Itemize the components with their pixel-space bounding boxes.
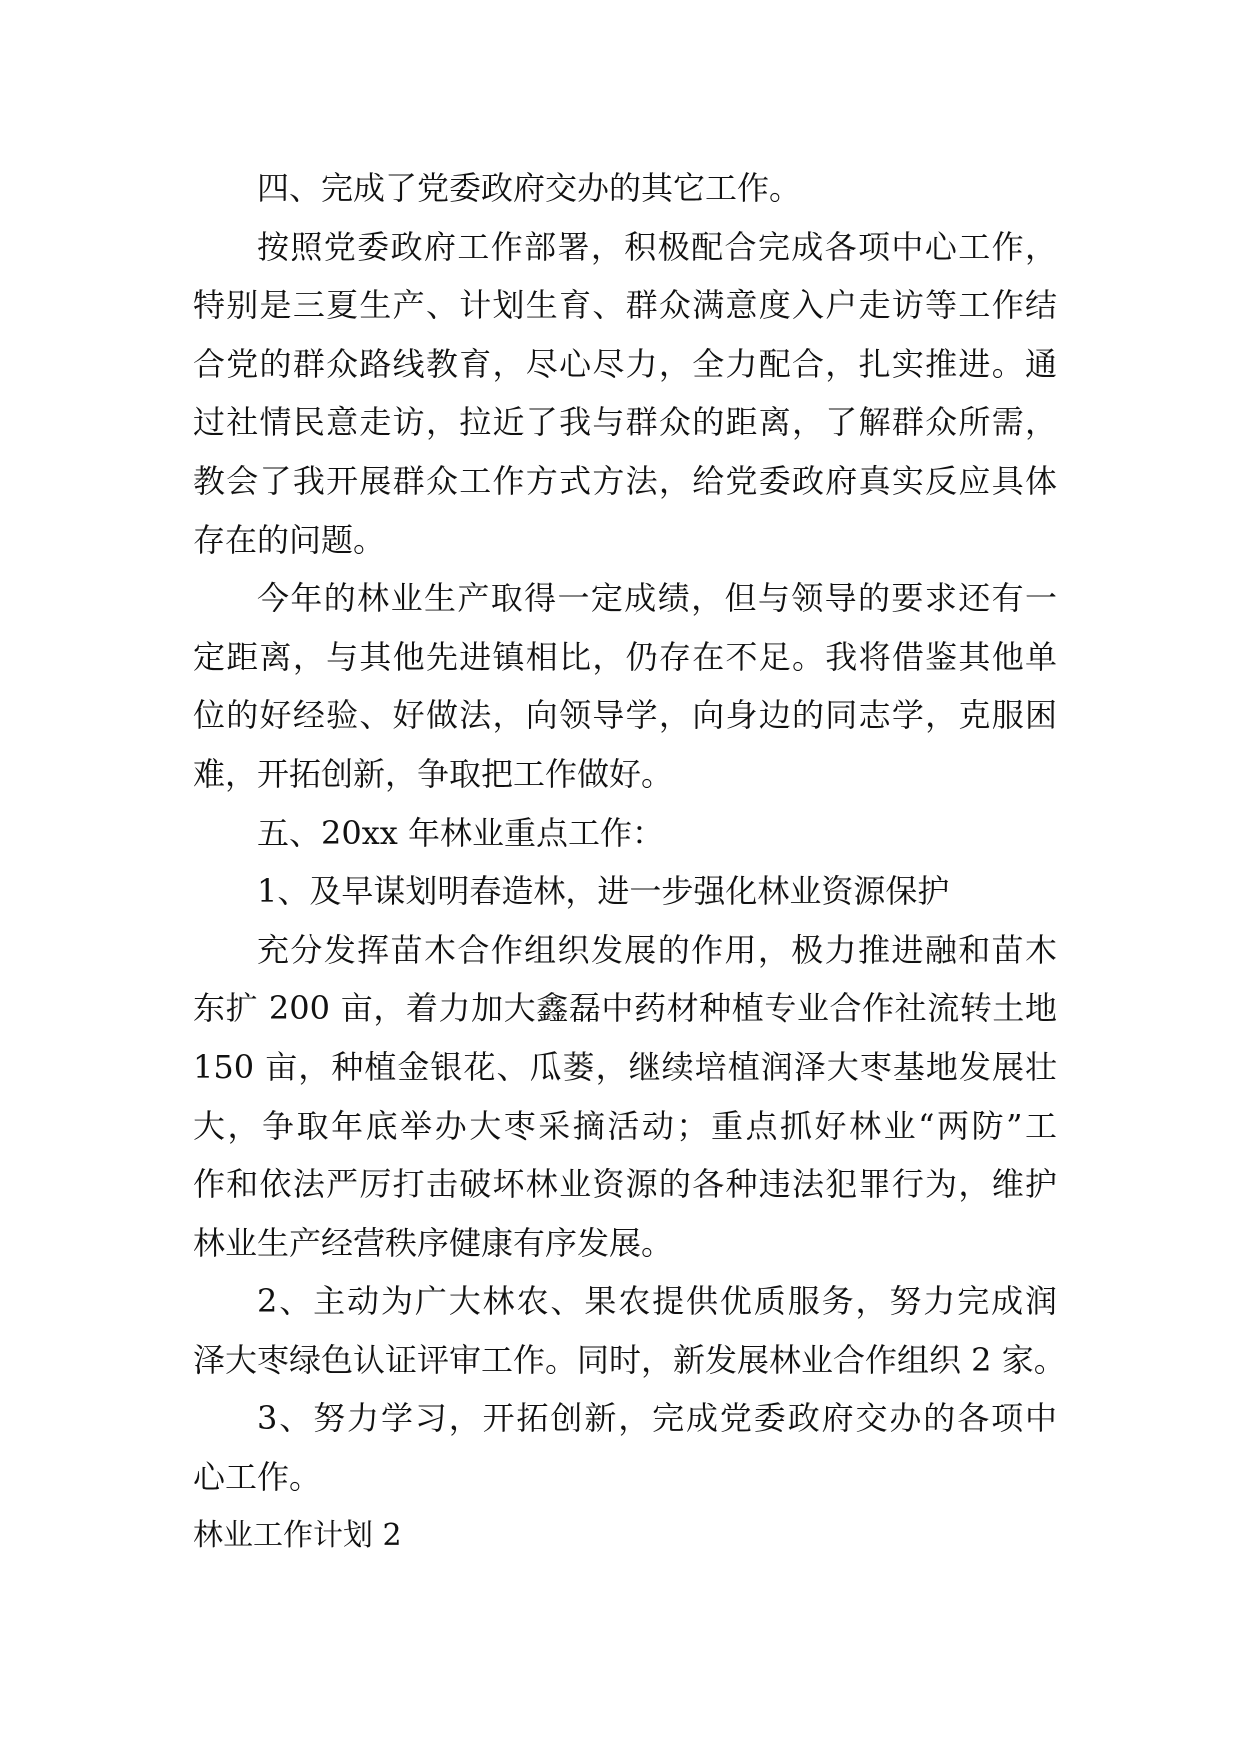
paragraph-line: 四、完成了党委政府交办的其它工作。 — [257, 169, 802, 207]
paragraph-line: 今年的林业生产取得一定成绩，但与领导的要求还有一 — [257, 579, 1057, 618]
paragraph-line: 大，争取年底举办大枣采摘活动；重点抓好林业“两防”工 — [193, 1106, 1057, 1145]
paragraph-line: 3、努力学习，开拓创新，完成党委政府交办的各项中 — [257, 1399, 1057, 1438]
paragraph — [193, 159, 1057, 218]
paragraph-line: 特别是三夏生产、计划生育、群众满意度入户走访等工作结 — [193, 286, 1057, 325]
paragraph-line: 泽大枣绿色认证评审工作。同时，新发展林业合作组织 2 家。 — [193, 1340, 1066, 1379]
paragraph-line: 教会了我开展群众工作方式方法，给党委政府真实反应具体 — [193, 461, 1057, 500]
paragraph-line: 作和依法严厉打击破坏林业资源的各种违法犯罪行为，维护 — [193, 1165, 1057, 1204]
paragraph — [193, 862, 1057, 921]
paragraph-line: 2、主动为广大林农、果农提供优质服务，努力完成润 — [257, 1282, 1057, 1321]
paragraph-line: 过社情民意走访，拉近了我与群众的距离，了解群众所需， — [193, 403, 1057, 442]
paragraph-line: 难，开拓创新，争取把工作做好。 — [193, 754, 674, 793]
paragraph-line: 存在的问题。 — [193, 520, 386, 559]
paragraph — [193, 921, 1057, 1273]
paragraph-line: 按照党委政府工作部署，积极配合完成各项中心工作， — [257, 227, 1057, 266]
paragraph-line: 1、及早谋划明春造林，进一步强化林业资源保护 — [257, 872, 950, 911]
paragraph — [193, 218, 1057, 570]
document-body — [193, 159, 1066, 1565]
paragraph-line: 位的好经验、好做法，向领导学，向身边的同志学，克服困 — [193, 696, 1057, 735]
paragraph-line: 合党的群众路线教育，尽心尽力，全力配合，扎实推进。通 — [193, 344, 1057, 383]
paragraph-line: 东扩 200 亩，着力加大鑫磊中药材种植专业合作社流转土地 — [193, 989, 1057, 1028]
section-heading: 林业工作计划 2 — [193, 1517, 402, 1553]
paragraph-line: 定距离，与其他先进镇相比，仍存在不足。我将借鉴其他单 — [193, 637, 1057, 676]
paragraph — [193, 1389, 1057, 1506]
paragraph-line: 150 亩，种植金银花、瓜蒌，继续培植润泽大枣基地发展壮 — [193, 1047, 1057, 1086]
paragraph — [193, 569, 1057, 803]
paragraph-line: 林业生产经营秩序健康有序发展。 — [193, 1223, 674, 1262]
paragraph — [193, 1272, 1066, 1389]
paragraph-line: 心工作。 — [193, 1458, 322, 1497]
paragraph-line: 五、20xx 年林业重点工作： — [257, 813, 664, 852]
paragraph — [193, 804, 1057, 863]
paragraph-line: 充分发挥苗木合作组织发展的作用，极力推进融和苗木 — [257, 930, 1057, 969]
